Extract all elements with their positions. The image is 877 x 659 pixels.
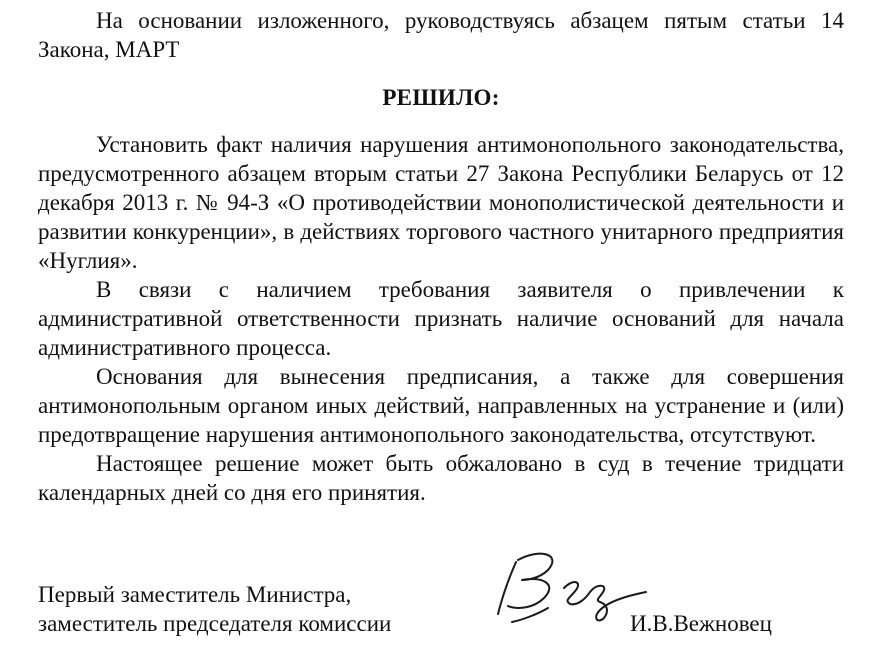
paragraph-violation: Установить факт наличия нарушения антимонопольного законодательства, предусмотренного абзацем вторым статьи 27 Закона Республики Беларусь от 12 декабря 2013 г. № 94-З «О противодействии монополистической деятельности и развитии конкуренции», в действиях торгового частного унитарного предприятия «Нуглия». — [38, 132, 844, 273]
signatory-name: И.В.Вежновец — [630, 611, 772, 636]
paragraph-administrative: В связи с наличием требования заявителя о привлечении к административной ответственности признать наличие оснований для начала административного процесса. — [38, 277, 844, 360]
signatory-title-line-2: заместитель председателя комиссии — [38, 611, 392, 636]
signatory-title-line-1: Первый заместитель Министра, — [38, 582, 352, 607]
intro-paragraph: На основании изложенного, руководствуясь абзацем пятым статьи 14 Закона, МАРТ — [38, 8, 844, 62]
document-body — [38, 6, 844, 507]
signatory-title — [38, 580, 391, 638]
paragraph-appeal: Настоящее решение может быть обжаловано в суд в течение тридцати календарных дней со дня его принятия. — [38, 451, 844, 505]
paragraph-grounds: Основания для вынесения предписания, а также для совершения антимонопольным органом иных действий, направленных на устранение и (или) предотвращение нарушения антимонопольного законодательства, отсутствуют. — [38, 364, 844, 447]
decision-heading: РЕШИЛО: — [382, 85, 500, 110]
